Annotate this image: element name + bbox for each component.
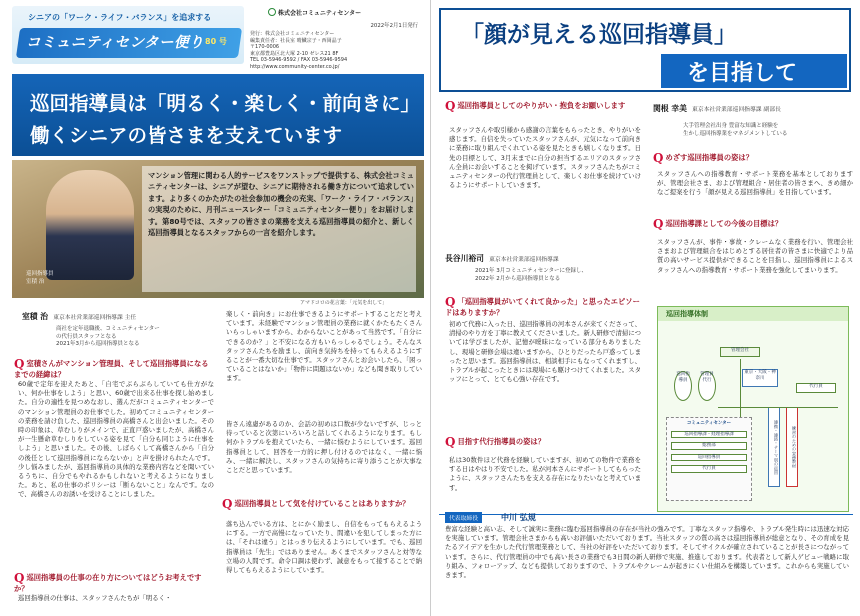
photo-credit: アマドコロの花言葉：「元気を出して」: [300, 300, 388, 306]
person-bio: 商社を定年退職後、コミュニティセンター の代行員スタッフとなる 2021年3月から巡回指導員となる: [56, 326, 160, 348]
feature-photo: [12, 160, 424, 298]
question-future: Q巡回指導課としての今後の目標は？: [653, 217, 783, 231]
person-dept: 東京本社営業部巡回指導課 主任: [53, 315, 137, 321]
title-line-2: を目指して: [687, 60, 798, 86]
issue-date: 2022年2月1日発行: [370, 23, 418, 29]
rep-label: 代表取締役: [445, 512, 482, 523]
person-name: 室積 治: [22, 312, 49, 321]
q-icon: Q: [653, 151, 664, 165]
diagram-left-box-2: 管理員代行: [698, 371, 716, 401]
newsletter-title: コミュニティセンター便り: [26, 35, 204, 51]
q-icon: Q: [653, 217, 664, 231]
headline-line-2: 働くシニアの皆さまを支えています: [30, 124, 343, 147]
question-3: Q巡回指導員として気を付けていることはありますか？: [222, 497, 410, 511]
company-logo: 株式会社コミュニティセンター: [268, 8, 422, 17]
diagram-side-label-2: 練習のための実務教材: [786, 407, 798, 487]
q-icon: Q: [445, 99, 456, 113]
diagram-right-box: 代行員: [796, 383, 836, 393]
question-goal: Qめざす巡回指導員の姿は？: [653, 151, 754, 165]
person3-bio: 2021年 3月コミュニティセンターに登録し、 2022年 2月から巡回指導員となる: [475, 268, 587, 282]
answer-future: スタッフさんが、事件・事故・クレームなく業務を行い、管理会社さまおよび管理組合をはじめとする居住者の皆さまに快適でより品質の高いサービス提供ができることを目指し、巡回指導員によるスタッフさんへの指導教育・サポート業務を強化してまいります。: [657, 238, 853, 274]
person3-name: 長谷川裕司: [445, 254, 484, 263]
person2-dept: 東京本社営業部巡回指導課 副部長: [692, 107, 781, 113]
person3-dept: 東京本社営業部巡回指導課: [489, 257, 559, 263]
headline-line-1: 巡回指導員は「明るく・楽しく・前向きに」: [30, 92, 421, 115]
q-icon: Q: [445, 435, 456, 449]
title-line-1: 「顔が見える巡回指導員」: [461, 21, 737, 48]
answer-3: 落ち込んでいる方は、とにかく励まし、自信をもってもらえるようにする。一方で高慢になっていたり、間違いを犯してしまった方には、「それは違う」とはっきり伝えるようにしています。でも、巡回指導員は「先生」ではありません。あくまでスタッフさんと対等な立場の人間です。命令口調は使わず、誠意をもって接することで納得してもらえるようにしています。: [226, 520, 422, 575]
person2-bio: 大手管理会社出身 豊富な知識と経験を 生かし巡回指導業をマネジメントしている: [683, 123, 788, 137]
diagram-side-label: 連携・連絡・テーマ別の巡回: [768, 407, 780, 487]
masthead: [12, 6, 244, 64]
right-page: [430, 0, 860, 616]
answer-1: 60歳で定年を迎えたあと、「自宅でぶらぶらしていても仕方がない、何か仕事をしよう」と思い、60歳で出来る仕事を探し始めました。自分の適性を見つめなおし、選んだがコミュニティセンターでのマンション管理員のお仕事でした。初めてコミュニティセンターの業務を請け負した、巡回指導員の高橋さんと出会いました。その時の印象は、草むしりがメインで、正直戸惑いましたが、高橋さんが一生懸命草むしりをしている姿を見て「自分も同じように仕事をしよう」と思いました。その後、しばらくして高橋さんから「自分の後任として巡回指導員にならないか」と声を掛けられたんです。少し悩みましたが、巡回指導員の具体的な業務内容などを聞いているうちに、自分でもやれるかもしれないと考えるようになりました。あと、私の仕事のポリシーは「断らないこと」なんです。なので、高橋さんのお誘いを受けることにしました。: [18, 380, 214, 499]
org-diagram: [657, 306, 849, 512]
person-info: [22, 304, 222, 349]
person-figure: [46, 170, 134, 280]
rep-text: 豊富な経験と高い志、そして誠実に業務に臨む巡回指導員の存在が当社の強みです。丁寧なスタッフ指導や、トラブル発生時には迅速な対応を実施しています。管理会社さまからも高いお評価いただいております。当社スタッフの質の高さは巡回指導員が総意となり、その育成を見たるアイデアを生かした代行管理業務として、当社の好評をいただいております。そしてサイクルが確立されていることが長さにつながっています。さらに、代行管理員の中でも高い長さの業務でも3日間の新人研修で実施、推進しております。代表者として新人ゲビュー戦略に取り組み、フォローアップ、なども提供しておりますので、トラブルやクレームが起きにくい仕組みを構築しています。これからも実施していきます。: [445, 525, 849, 580]
issue-number: 80 号: [205, 37, 227, 46]
answer-1-continued: 楽しく・前向き」にお仕事できるようにサポートすることだと考えています。未経験でマンション管理員の業務に就くかたもたくさんいらっしゃいますから、わからないことがあって当然です。「自分にできるのか？」と不安になる方もいらっしゃるでしょう。そんなスタッフさんたちを励まし、前向き気持ちを持ってもらえるようにすることが一番大切な仕事です。スタッフさんとお会いしたら、「困っていることはないか」「物件に問題はないか」なども聞き取りしています。: [226, 310, 422, 383]
person2-info: [653, 96, 853, 138]
rep-name: 中川 弘規: [501, 513, 536, 522]
intro-text: マンション管理に関わる人的サービスをワンストップで提供する、株式会社コミュニティセンターは、シニアが望む、シニアに期待される働き方について追求しています。より多くのかたがたの社会参加の機会の充実、「ワーク・ライフ・バランス」の実現のために、月刊ニュースレター「コミュニティセンター便り」をお届けします。第80号では、スタッフの皆さまの業務を支える巡回指導員の紹介と、新しく巡回指導員となるスタッフからの一言を紹介します。: [148, 171, 414, 238]
diagram-top-box: 管理会社: [720, 347, 760, 357]
diagram-title: 巡回指導体制: [666, 310, 708, 318]
q-icon: Q: [445, 295, 456, 309]
answer-goal: スタッフさんへの指導教育・サポート業務を基本としておりますが、管理会社さま、および管理組合・居住者の皆さまへ、きめ細かなご提案を行う「顔が見える巡回指導員」を目指しています。: [657, 170, 853, 197]
answer-r1: スタッフさんや取引様から感謝の言葉をもらったとき、やりがいを感じます。自信を失っていたスタッフさんが、元気になって前向きに業務に取り組んでくれている姿を見たときも嬉しくなります。日先の目標として、3月末までに自分の担当するエリアのスタッフさん全員にお会いすることを掲げています。スタッフさんたちがコミュニティセンターの代行管理員として、楽しくお仕事を続けていけるようにサポートしていきます。: [449, 126, 641, 190]
person3-info: [445, 246, 641, 283]
headline-band: [12, 74, 424, 156]
question-r3: Q目指す代行指導員の姿は？: [445, 435, 546, 449]
q-icon: Q: [222, 497, 233, 511]
title-box: [439, 8, 851, 92]
question-r2: Q 「巡回指導員がいてくれて良かった」と思ったエピソードはありますか？: [445, 295, 640, 317]
answer-2: 巡回指導員の仕事は、スタッフさんたちが「明るく・: [18, 594, 172, 602]
answer-r3: 私は30数件ほど代務を経験していますが、初めての物件で業務をする日はやはり不安でした。私が河本さんにサポートしてもらったように、スタッフさんたちを支える存在になりたいなと考えています。: [449, 456, 641, 492]
question-1: Q室積さんがマンション管理員、そして巡回指導員になるまでの経緯は？: [14, 357, 209, 379]
q-icon: Q: [14, 571, 25, 585]
q-icon: Q: [14, 357, 25, 371]
publisher-info: 発行：株式会社コミュニティセンター 編集責任者：社長室 晴臓宗子・西岡晶子 〒170-0006 東京都豊島区北大塚 2-10 ゼレス21 8F TEL 03-5946-9592 / FAX 03-5946-9594 http://www.community-center.co.jp/: [250, 31, 348, 70]
answer-r2: 初めて代務に入った日、巡回指導員の河本さんが来てくださって、清掃のやり方を丁寧に教えてくださいました。新人研修で清掃については学びましたが、記憶が曖昧になっている部分もありましたし、現場と研修会場は違いますから、ひとりだったら戸惑ってしまったと思います。巡回指導員は、相談相手にもなってくれますし、トラブルが起こったときには現場にも駆けつけてくれました。スタッフにとって、とても心強い存在です。: [449, 320, 641, 384]
diagram-center: コミュニティセンター 巡回指導課・経理指導課 総務部 巡回指導員 代行員: [666, 417, 752, 501]
diagram-mid-box: 東京・大阪・神奈川: [742, 369, 778, 387]
logo-icon: [268, 8, 276, 16]
answer-1-continued-2: 皆さん遠慮があるのか、会話の初めは口数が少ないですが、じっと待っていると次第にいろいろと話してくれるようになります。もし何かトラブルを抱えていたら、一緒に悩むようにしています。巡回指導員として、回答を一方的に押し付けるのではなく、一緒に悩み、一緒に解決し、スタッフさんの気持ちに寄り添うことが大事なことだと思っています。: [226, 420, 422, 475]
question-2: Q巡回指導員の仕事の在り方についてはどうお考えですか？: [14, 571, 202, 593]
publisher-block: [250, 8, 422, 71]
question-r1: Q巡回指導員としてのやりがい・抱負をお願いします: [445, 99, 626, 113]
representative-block: [439, 514, 853, 612]
diagram-left-box-1: 巡回指導員: [674, 371, 692, 401]
person2-name: 関根 幸美: [653, 104, 687, 113]
photo-caption: 巡回指導員 室積 治: [26, 271, 54, 285]
tagline: シニアの「ワーク・ライフ・バランス」を追求する: [28, 13, 212, 22]
